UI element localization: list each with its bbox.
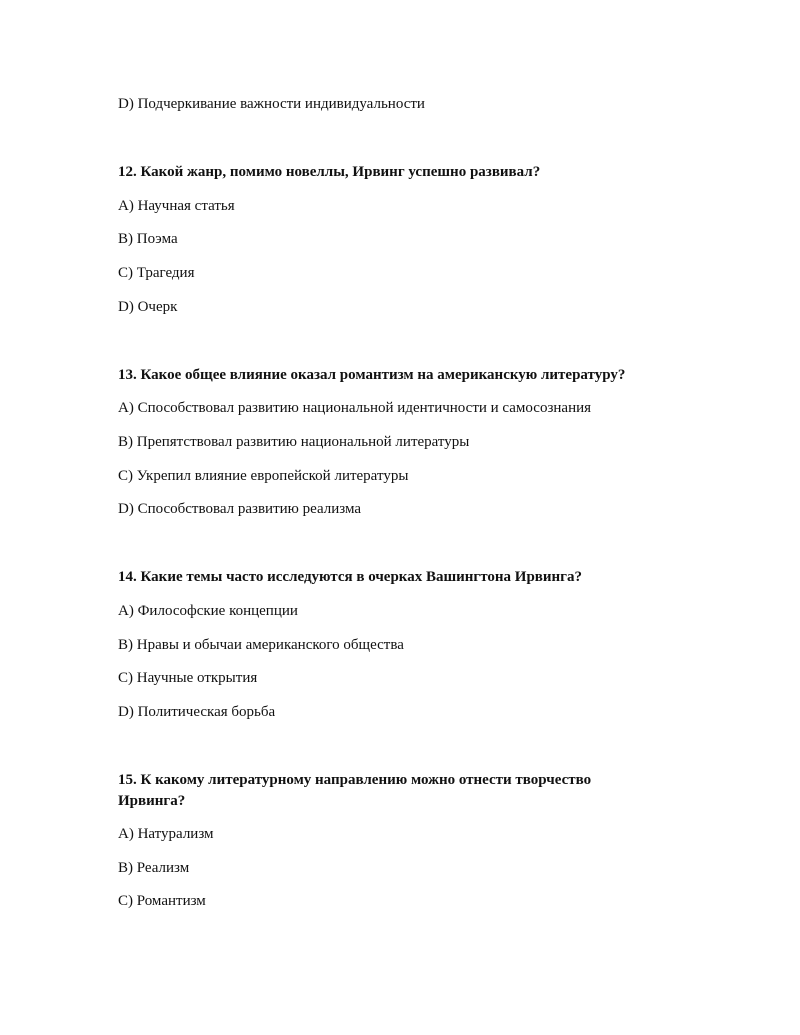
question-14-option-b: B) Нравы и обычаи американского общества: [118, 637, 404, 653]
question-14-option-c: C) Научные открытия: [118, 670, 258, 686]
question-12-option-c: C) Трагедия: [118, 265, 195, 281]
question-12: 12. Какой жанр, помимо новеллы, Ирвинг успешно развивал?: [118, 164, 541, 180]
question-15-line-1: 15. К какому литературному направлению можно отнести творчество: [118, 772, 592, 788]
question-15-option-c: C) Романтизм: [118, 893, 206, 909]
question-12-option-b: B) Поэма: [118, 231, 178, 247]
question-13-option-d: D) Способствовал развитию реализма: [118, 501, 362, 517]
question-15-option-b: B) Реализм: [118, 860, 190, 876]
question-13-option-c: C) Укрепил влияние европейской литературы: [118, 468, 409, 484]
question-15-line-2: Ирвинга?: [118, 793, 186, 809]
question-12-option-a: A) Научная статья: [118, 198, 235, 214]
question-15-option-a: A) Натурализм: [118, 826, 214, 842]
question-13: 13. Какое общее влияние оказал романтизм на американскую литературу?: [118, 367, 626, 383]
question-13-option-b: B) Препятствовал развитию национальной литературы: [118, 434, 470, 450]
question-12-option-d: D) Очерк: [118, 299, 178, 315]
question-14-option-a: A) Философские концепции: [118, 603, 298, 619]
question-14: 14. Какие темы часто исследуются в очерках Вашингтона Ирвинга?: [118, 569, 582, 585]
prev-option-d: D) Подчеркивание важности индивидуальности: [118, 96, 425, 112]
question-14-option-d: D) Политическая борьба: [118, 704, 276, 720]
question-13-option-a: A) Способствовал развитию национальной идентичности и самосознания: [118, 400, 592, 416]
